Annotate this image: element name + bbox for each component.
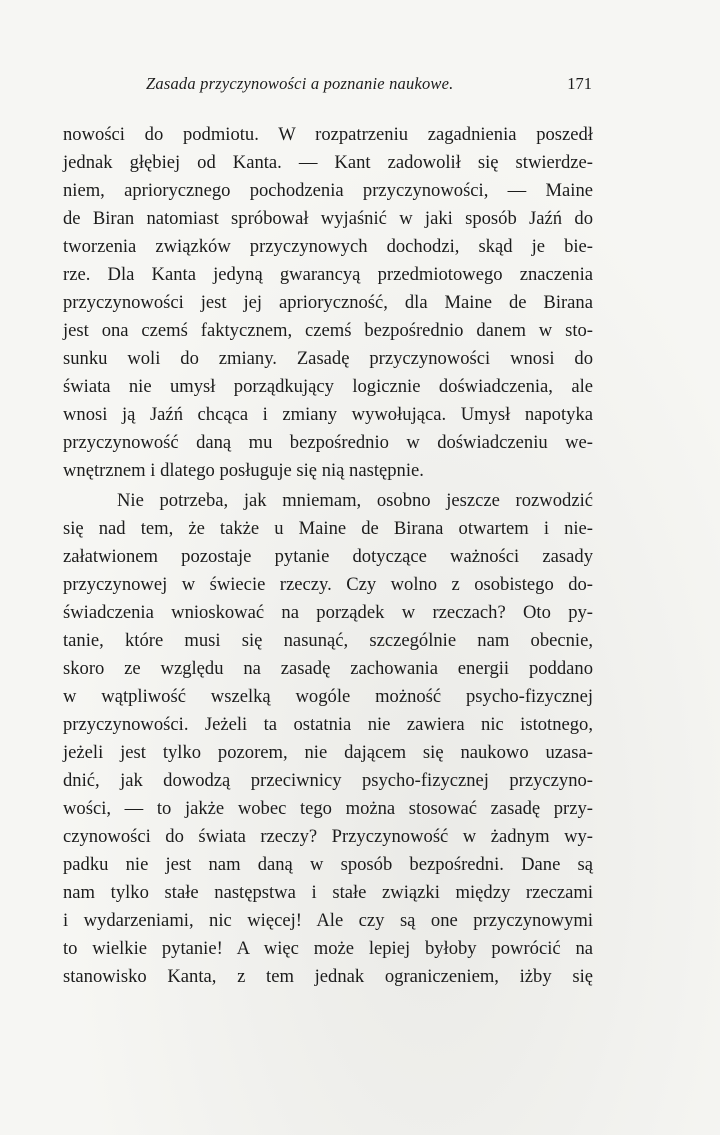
text-line: świata nie umysł porządkujący logicznie doświadczenia, ale [63, 376, 593, 397]
running-title: Zasada przyczynowości a poznanie naukowe. [146, 74, 454, 93]
text-line: stanowisko Kanta, z tem jednak ograniczeniem, iżby się [63, 966, 593, 987]
text-line: przyczynowości jest jej aprioryczność, dla Maine de Birana [63, 292, 593, 313]
text-line: to wielkie pytanie! A więc może lepiej byłoby powrócić na [63, 938, 593, 959]
text-line: tworzenia związków przyczynowych dochodzi, skąd je bie- [63, 236, 593, 257]
text-line: jednak głębiej od Kanta. — Kant zadowolił się stwierdze- [63, 152, 593, 173]
text-line: przyczynowość daną mu bezpośrednio w doświadczeniu we- [63, 432, 593, 453]
text-line: przyczynowej w świecie rzeczy. Czy wolno z osobistego do- [63, 574, 593, 595]
text-line: sunku woli do zmiany. Zasadę przyczynowości wnosi do [63, 348, 593, 369]
text-line: niem, apriorycznego pochodzenia przyczynowości, — Maine [63, 180, 593, 201]
text-line: nowości do podmiotu. W rozpatrzeniu zagadnienia poszedł [63, 124, 593, 145]
text-line: padku nie jest nam daną w sposób bezpośredni. Dane są [63, 854, 593, 875]
text-line: rze. Dla Kanta jedyną gwarancyą przedmiotowego znaczenia [63, 264, 593, 285]
text-line: się nad tem, że także u Maine de Birana otwartem i nie- [63, 518, 593, 539]
text-line: przyczynowości. Jeżeli ta ostatnia nie zawiera nic istotnego, [63, 714, 593, 735]
text-line: świadczenia wnioskować na porządek w rzeczach? Oto py- [63, 602, 593, 623]
text-line: załatwionem pozostaje pytanie dotyczące ważności zasady [63, 546, 593, 567]
page-number: 171 [567, 74, 592, 93]
text-line: w wątpliwość wszelką wogóle możność psycho-fizycznej [63, 686, 593, 707]
text-line: tanie, które musi się nasunąć, szczególnie nam obecnie, [63, 630, 593, 651]
text-line: jeżeli jest tylko pozorem, nie dającem się naukowo uzasa- [63, 742, 593, 763]
text-line: dnić, jak dowodzą przeciwnicy psycho-fizycznej przyczyno- [63, 770, 593, 791]
paragraph-end-line: wnętrznem i dlatego posługuje się nią następnie. [63, 460, 424, 481]
text-line: jest ona czemś faktycznem, czemś bezpośrednio danem w sto- [63, 320, 593, 341]
text-line: i wydarzeniami, nic więcej! Ale czy są one przyczynowymi [63, 910, 593, 931]
text-line: nam tylko stałe następstwa i stałe związki między rzeczami [63, 882, 593, 903]
text-line: de Biran natomiast spróbował wyjaśnić w jaki sposób Jaźń do [63, 208, 593, 229]
text-line: skoro ze względu na zasadę zachowania energii poddano [63, 658, 593, 679]
text-line: wości, — to jakże wobec tego można stosować zasadę przy- [63, 798, 593, 819]
text-line: czynowości do świata rzeczy? Przyczynowość w żadnym wy- [63, 826, 593, 847]
paragraph-start-line: Nie potrzeba, jak mniemam, osobno jeszcze rozwodzić [117, 490, 593, 511]
text-line: wnosi ją Jaźń chcąca i zmiany wywołująca. Umysł napotyka [63, 404, 593, 425]
running-head [140, 74, 600, 98]
